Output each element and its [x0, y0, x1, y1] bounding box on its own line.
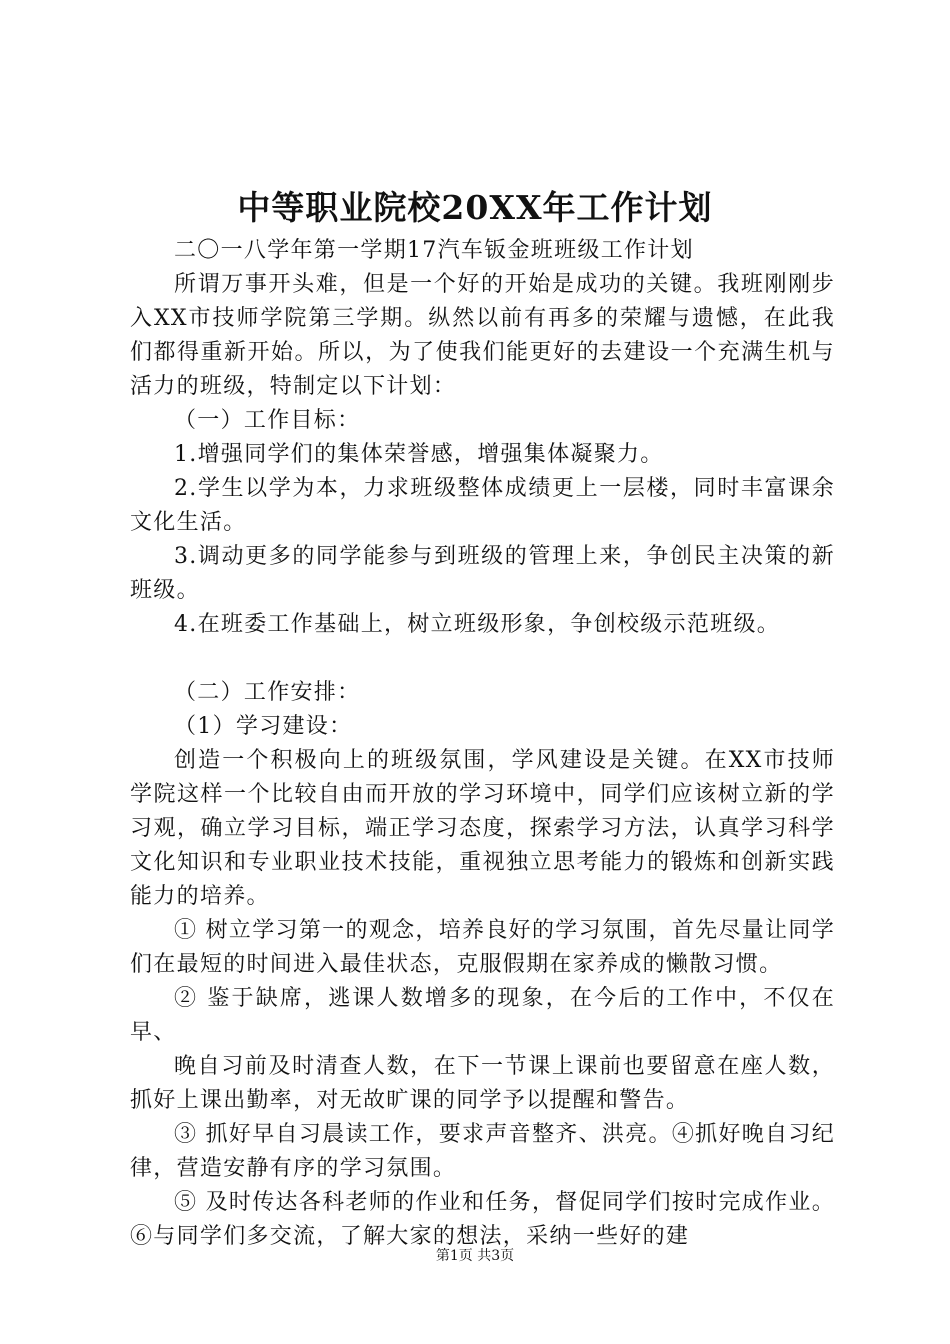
document-body	[130, 234, 835, 1254]
paragraph-intro: 所谓万事开头难，但是一个好的开始是成功的关键。我班刚刚步入XX市技师学院第三学期。纵然以前有再多的荣耀与遗憾，在此我们都得重新开始。所以，为了使我们能更好的去建设一个充满生机与活力的班级，特制定以下计划：	[130, 272, 835, 399]
study-item-2: ② 鉴于缺席，逃课人数增多的现象，在今后的工作中，不仅在早、	[130, 986, 835, 1045]
goal-item-2: 2.学生以学为本，力求班级整体成绩更上一层楼，同时丰富课余文化生活。	[130, 476, 835, 535]
study-item-2-continued: 晚自习前及时清查人数，在下一节课上课前也要留意在座人数，抓好上课出勤率，对无故旷课的同学予以提醒和警告。	[130, 1054, 835, 1113]
subheading-study: （1）学习建设：	[174, 714, 353, 739]
study-item-5-6: ⑤ 及时传达各科老师的作业和任务，督促同学们按时完成作业。⑥与同学们多交流，了解大家的想法，采纳一些好的建	[130, 1190, 835, 1249]
page-footer: 第1页 共3页	[435, 1248, 515, 1264]
study-item-3-4: ③ 抓好早自习晨读工作，要求声音整齐、洪亮。④抓好晚自习纪律，营造安静有序的学习氛围。	[130, 1122, 835, 1181]
heading-arrangements: （二）工作安排：	[174, 680, 361, 705]
goal-item-1: 1.增强同学们的集体荣誉感，增强集体凝聚力。	[174, 442, 664, 467]
document-title: 中等职业院校20XX年工作计划	[237, 188, 713, 227]
goal-item-3: 3.调动更多的同学能参与到班级的管理上来，争创民主决策的新班级。	[130, 544, 835, 603]
study-item-1: ① 树立学习第一的观念，培养良好的学习氛围，首先尽量让同学们在最短的时间进入最佳状态，克服假期在家养成的懒散习惯。	[130, 918, 835, 977]
goal-item-4: 4.在班委工作基础上，树立班级形象，争创校级示范班级。	[174, 612, 781, 637]
paragraph-subtitle: 二〇一八学年第一学期17汽车钣金班班级工作计划	[174, 238, 694, 263]
heading-goals: （一）工作目标：	[174, 408, 361, 433]
paragraph-study-intro: 创造一个积极向上的班级氛围，学风建设是关键。在XX市技师学院这样一个比较自由而开放的学习环境中，同学们应该树立新的学习观，确立学习目标，端正学习态度，探索学习方法，认真学习科学文化知识和专业职业技术技能，重视独立思考能力的锻炼和创新实践能力的培养。	[130, 748, 835, 909]
